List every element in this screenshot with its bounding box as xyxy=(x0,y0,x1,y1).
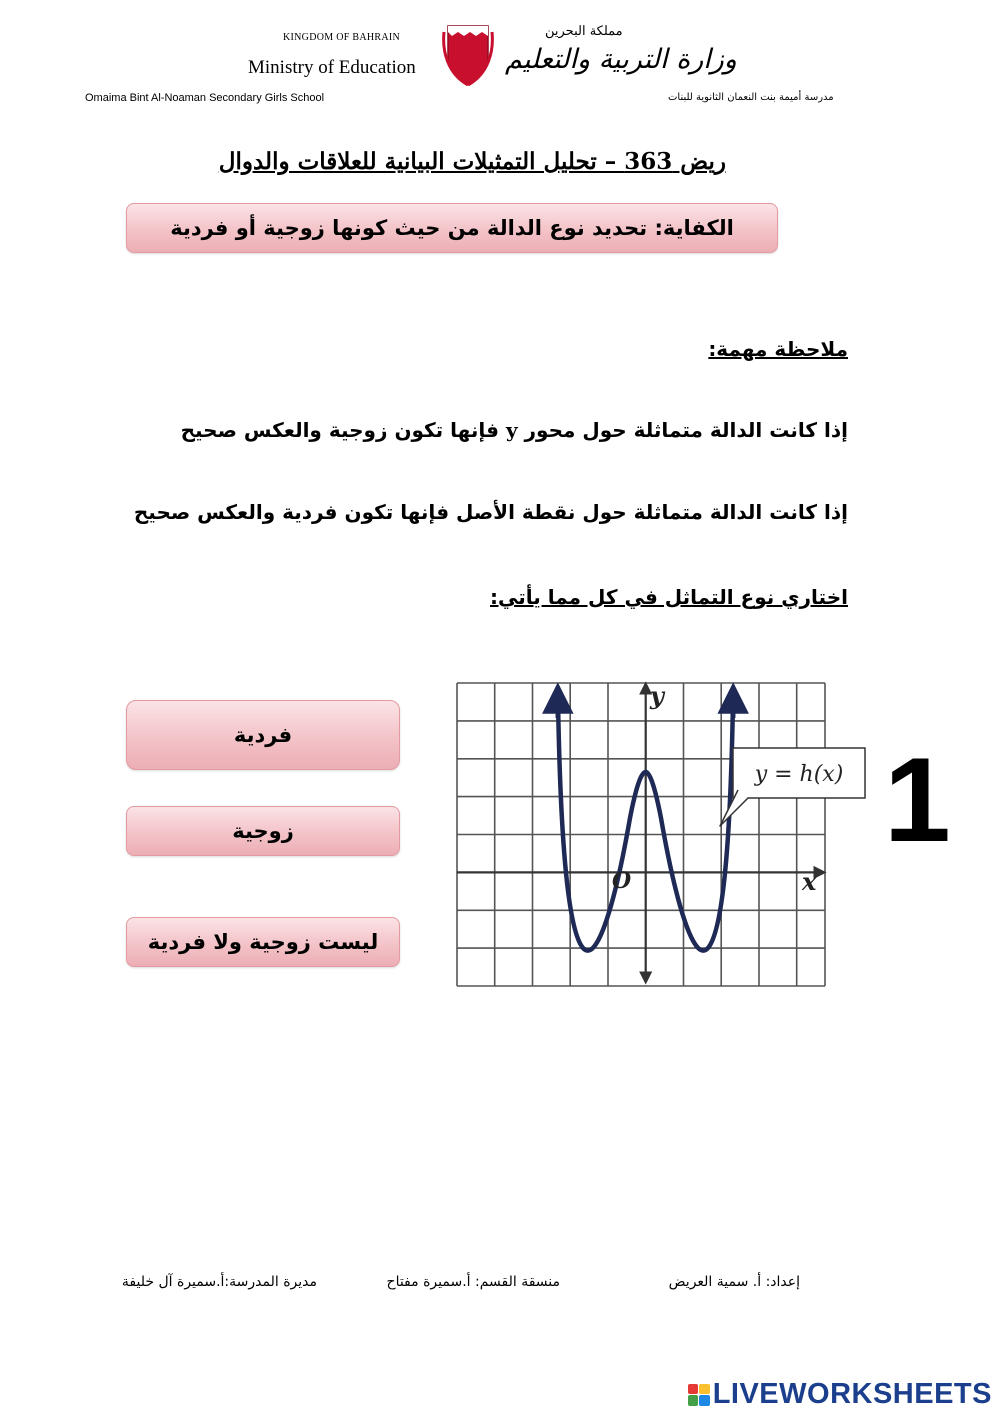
footer-coordinator: منسقة القسم: أ.سميرة مفتاح xyxy=(386,1274,560,1290)
function-graph xyxy=(452,678,872,990)
answer-neither-button[interactable] xyxy=(126,917,400,967)
liveworksheets-watermark xyxy=(688,1378,992,1411)
x-axis-label: x xyxy=(802,867,817,896)
rule-even xyxy=(181,418,848,442)
rule-even-variable: y xyxy=(505,418,518,442)
liveworksheets-text: LIVEWORKSHEETS xyxy=(712,1378,992,1410)
function-label: y = h(x) xyxy=(754,762,844,787)
liveworksheets-logo-icon xyxy=(688,1384,710,1406)
school-ar-label: مدرسة أميمة بنت النعمان الثانوية للبنات xyxy=(668,92,834,103)
rule-even-part2: فإنها تكون زوجية والعكس صحيح xyxy=(180,418,499,442)
answer-odd-label: فردية xyxy=(233,723,293,747)
y-axis-label: y xyxy=(650,681,664,710)
graph-axes xyxy=(457,688,820,978)
competency-banner xyxy=(126,203,778,253)
answer-neither-label: ليست زوجية ولا فردية xyxy=(147,930,379,954)
answer-even-button[interactable] xyxy=(126,806,400,856)
answer-even-label: زوجية xyxy=(232,819,294,843)
school-en-label: Omaima Bint Al-Noaman Secondary Girls School xyxy=(85,92,325,104)
footer-prepared-by: إعداد: أ. سمية العريض xyxy=(668,1274,800,1290)
lesson-title: ريض 363 – تحليل التمثيلات البيانية للعلاقات والدوال xyxy=(218,148,726,175)
competency-text: الكفاية: تحديد نوع الدالة من حيث كونها زوجية أو فردية xyxy=(170,216,734,240)
answer-odd-button[interactable] xyxy=(126,700,400,770)
ministry-en-label: Ministry of Education xyxy=(248,57,416,78)
kingdom-en-label: KINGDOM OF BAHRAIN xyxy=(283,32,401,43)
note-heading: ملاحظة مهمة: xyxy=(708,337,848,361)
instruction-text: اختاري نوع التماثل في كل مما يأتي: xyxy=(490,585,848,609)
kingdom-ar-label: مملكة البحرين xyxy=(545,24,623,39)
bahrain-emblem-icon xyxy=(442,22,494,86)
question-number: 1 xyxy=(884,733,951,867)
rule-odd: إذا كانت الدالة متماثلة حول نقطة الأصل فإنها تكون فردية والعكس صحيح xyxy=(133,500,848,524)
graph-grid xyxy=(457,683,825,986)
origin-label: O xyxy=(612,868,632,894)
ministry-ar-label: وزارة التربية والتعليم xyxy=(505,44,737,75)
rule-even-part1: إذا كانت الدالة متماثلة حول محور xyxy=(524,418,848,442)
footer-principal: مديرة المدرسة:أ.سميرة آل خليفة xyxy=(121,1274,317,1290)
